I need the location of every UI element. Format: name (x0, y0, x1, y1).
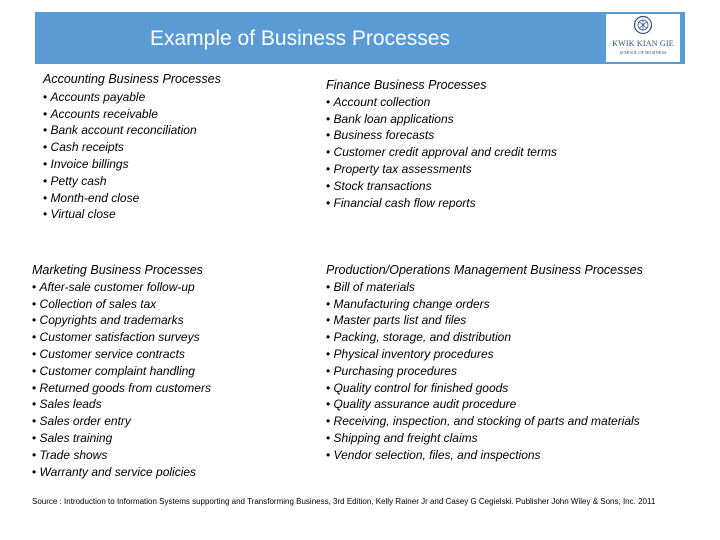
logo-name: KWIK KIAN GIE (612, 39, 674, 48)
list-item: • Invoice billings (43, 156, 221, 173)
logo-emblem-icon (633, 15, 653, 35)
list-item: • Packing, storage, and distribution (326, 329, 643, 346)
logo-subtitle: SCHOOL OF BUSINESS (619, 50, 667, 55)
list-item: • Sales training (32, 430, 211, 447)
section-heading: Marketing Business Processes (32, 263, 203, 277)
list-item: • Copyrights and trademarks (32, 312, 211, 329)
list-item: • Month-end close (43, 190, 221, 207)
slide-title: Example of Business Processes (150, 27, 450, 50)
finance-section (326, 77, 557, 211)
list-item: • Quality assurance audit procedure (326, 396, 643, 413)
list-item: • Manufacturing change orders (326, 296, 643, 313)
section-heading: Production/Operations Management Business Processes (326, 263, 643, 277)
list-item: • Accounts payable (43, 89, 221, 106)
list-item: • Petty cash (43, 173, 221, 190)
process-list (43, 89, 221, 223)
section-heading: Accounting Business Processes (43, 72, 221, 86)
list-item: • Purchasing procedures (326, 363, 643, 380)
process-list (326, 94, 557, 212)
list-item: • Bill of materials (326, 279, 643, 296)
list-item: • Customer credit approval and credit terms (326, 144, 557, 161)
process-list (326, 279, 643, 464)
list-item: • Sales order entry (32, 413, 211, 430)
list-item: • Collection of sales tax (32, 296, 211, 313)
list-item: • Financial cash flow reports (326, 195, 557, 212)
list-item: • Master parts list and files (326, 312, 643, 329)
list-item: • Physical inventory procedures (326, 346, 643, 363)
list-item: • Property tax assessments (326, 161, 557, 178)
list-item: • Vendor selection, files, and inspections (326, 447, 643, 464)
list-item: • Trade shows (32, 447, 211, 464)
list-item: • Cash receipts (43, 139, 221, 156)
process-list (32, 279, 211, 481)
list-item: • Receiving, inspection, and stocking of parts and materials (326, 413, 643, 430)
section-heading: Finance Business Processes (326, 78, 487, 92)
list-item: • Quality control for finished goods (326, 380, 643, 397)
marketing-section (32, 262, 211, 480)
production-section (326, 262, 643, 464)
list-item: • Bank loan applications (326, 111, 557, 128)
list-item: • Accounts receivable (43, 106, 221, 123)
list-item: • Virtual close (43, 206, 221, 223)
list-item: • Customer complaint handling (32, 363, 211, 380)
list-item: • Customer satisfaction surveys (32, 329, 211, 346)
school-logo (606, 14, 680, 62)
list-item: • Shipping and freight claims (326, 430, 643, 447)
list-item: • After-sale customer follow-up (32, 279, 211, 296)
accounting-section (43, 71, 221, 223)
list-item: • Stock transactions (326, 178, 557, 195)
list-item: • Customer service contracts (32, 346, 211, 363)
list-item: • Returned goods from customers (32, 380, 211, 397)
list-item: • Warranty and service policies (32, 464, 211, 481)
list-item: • Sales leads (32, 396, 211, 413)
list-item: • Business forecasts (326, 127, 557, 144)
list-item: • Bank account reconciliation (43, 122, 221, 139)
source-citation: Source : Introduction to Information Systems supporting and Transforming Business, 3rd Edition, Kelly Rainer Jr and Casey G Cegielski. Publisher John Wiley & Sons, Inc. 2011 (32, 497, 656, 506)
list-item: • Account collection (326, 94, 557, 111)
